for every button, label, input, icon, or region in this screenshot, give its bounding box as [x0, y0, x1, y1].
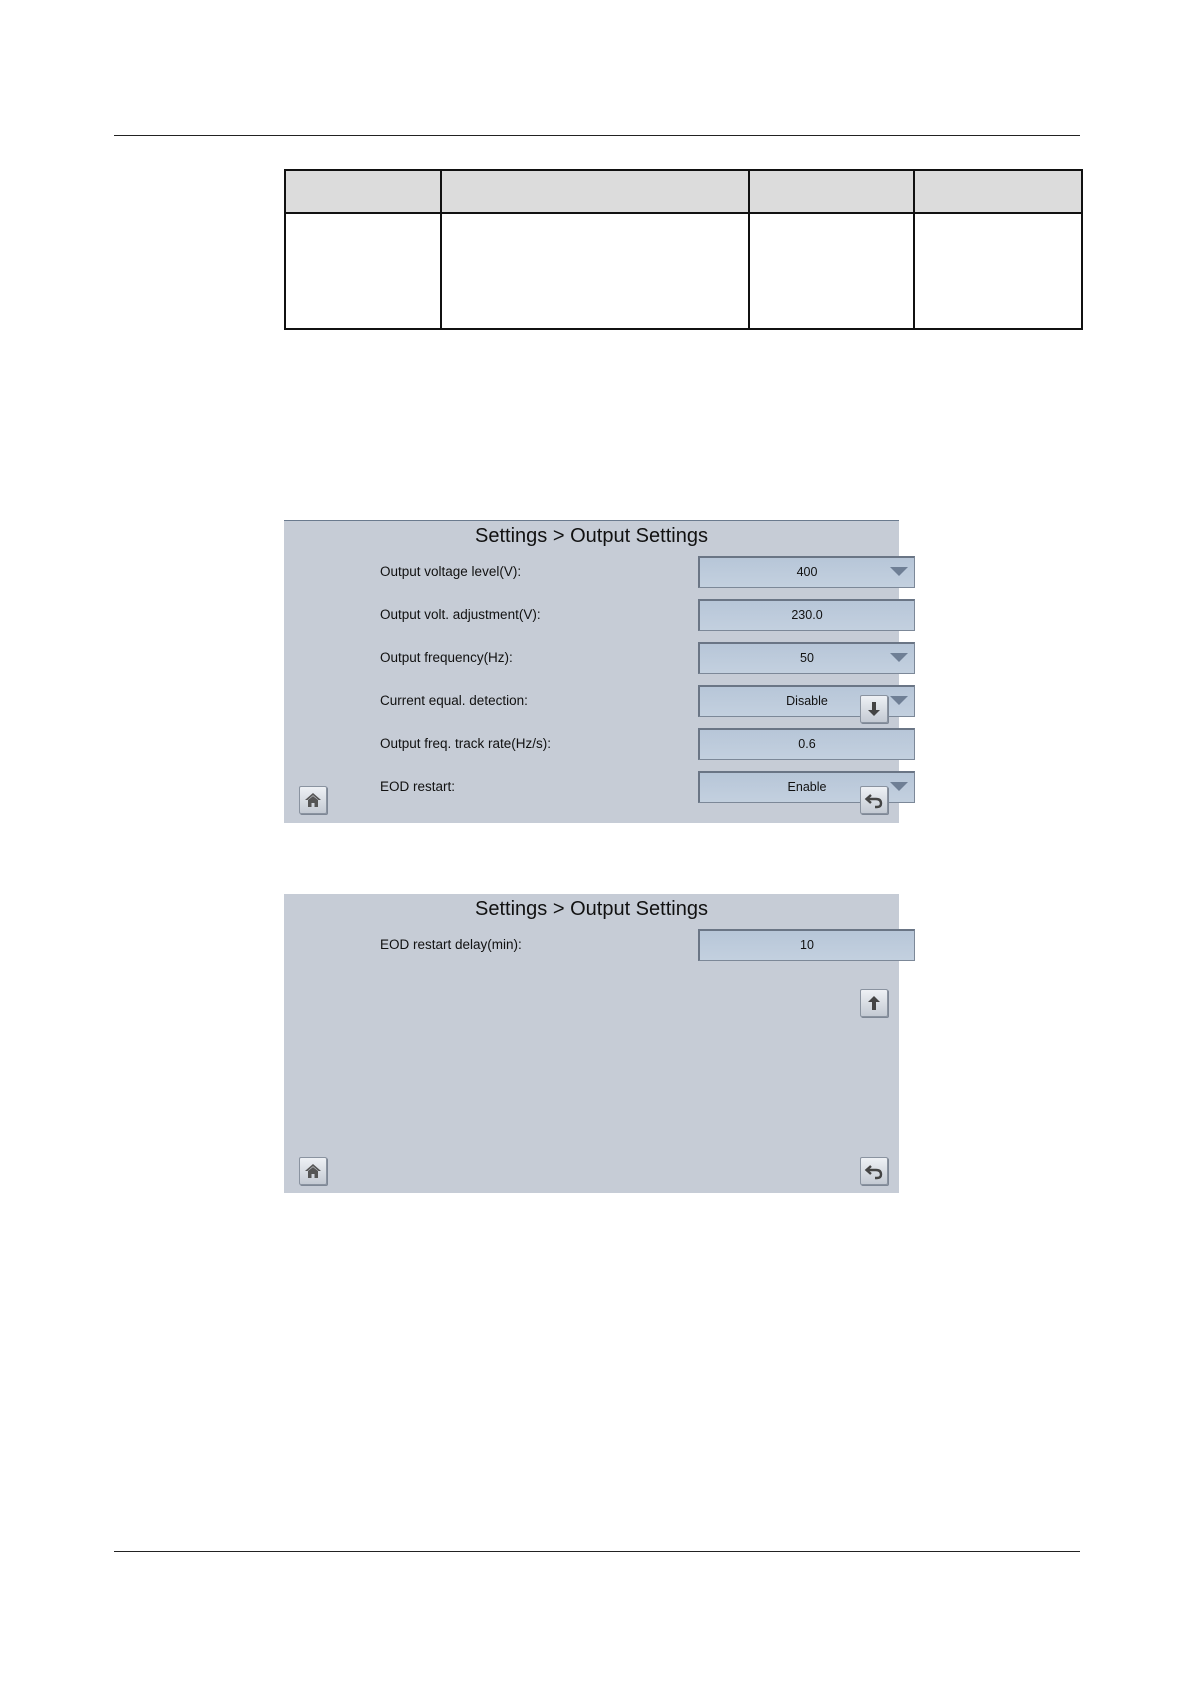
field-value: Disable [786, 694, 828, 708]
setting-label: Current equal. detection: [380, 693, 528, 708]
field-value: 10 [800, 938, 814, 952]
table-header-cell [749, 170, 914, 213]
output-voltage-level-dropdown[interactable] [698, 556, 915, 588]
field-value: 0.6 [798, 737, 816, 751]
output-settings-screen-page-1 [284, 520, 899, 823]
parameter-table [284, 169, 1083, 330]
table-cell [914, 213, 1082, 329]
table-header-cell [285, 170, 441, 213]
home-button[interactable] [299, 1157, 327, 1185]
output-freq-track-rate-input[interactable] [698, 728, 915, 760]
setting-row-output-freq-track-rate [380, 728, 830, 760]
setting-label: Output frequency(Hz): [380, 650, 513, 665]
field-value: Enable [787, 780, 827, 794]
screen-title: Settings > Output Settings [475, 898, 708, 920]
output-settings-screen-page-2 [284, 894, 899, 1193]
back-button[interactable] [860, 786, 888, 814]
home-icon [303, 790, 323, 810]
back-arrow-icon [864, 1161, 884, 1181]
back-arrow-icon [864, 790, 884, 810]
header-rule [114, 135, 1080, 136]
field-value: 400 [796, 565, 818, 579]
table-cell [749, 213, 914, 329]
scroll-down-button[interactable] [860, 695, 888, 723]
setting-row-eod-restart [380, 771, 830, 803]
field-value: 50 [800, 651, 814, 665]
table-header-cell [914, 170, 1082, 213]
output-volt-adjustment-input[interactable] [698, 599, 915, 631]
dropdown-caret-icon [890, 653, 908, 662]
setting-label: Output freq. track rate(Hz/s): [380, 736, 552, 751]
setting-row-output-volt-adjustment [380, 599, 830, 631]
dropdown-caret-icon [890, 696, 908, 705]
dropdown-caret-icon [890, 567, 908, 576]
setting-row-output-frequency [380, 642, 830, 674]
setting-label: Output volt. adjustment(V): [380, 607, 541, 622]
table-header-cell [441, 170, 749, 213]
setting-row-eod-restart-delay [380, 929, 830, 961]
dropdown-caret-icon [890, 782, 908, 791]
home-button[interactable] [299, 786, 327, 814]
table-header-row [285, 170, 1082, 213]
home-icon [303, 1161, 323, 1181]
setting-row-current-equal-detection [380, 685, 830, 717]
table-cell [441, 213, 749, 329]
eod-restart-delay-input[interactable] [698, 929, 915, 961]
back-button[interactable] [860, 1157, 888, 1185]
setting-row-output-voltage-level [380, 556, 830, 588]
arrow-up-icon [864, 993, 884, 1013]
setting-label: EOD restart delay(min): [380, 937, 522, 952]
field-value: 230.0 [791, 608, 823, 622]
scroll-up-button[interactable] [860, 989, 888, 1017]
setting-label: EOD restart: [380, 779, 456, 794]
arrow-down-icon [864, 699, 884, 719]
footer-rule [114, 1551, 1080, 1552]
setting-label: Output voltage level(V): [380, 564, 522, 579]
output-frequency-dropdown[interactable] [698, 642, 915, 674]
table-cell [285, 213, 441, 329]
table-row [285, 213, 1082, 329]
screen-title: Settings > Output Settings [475, 525, 708, 547]
